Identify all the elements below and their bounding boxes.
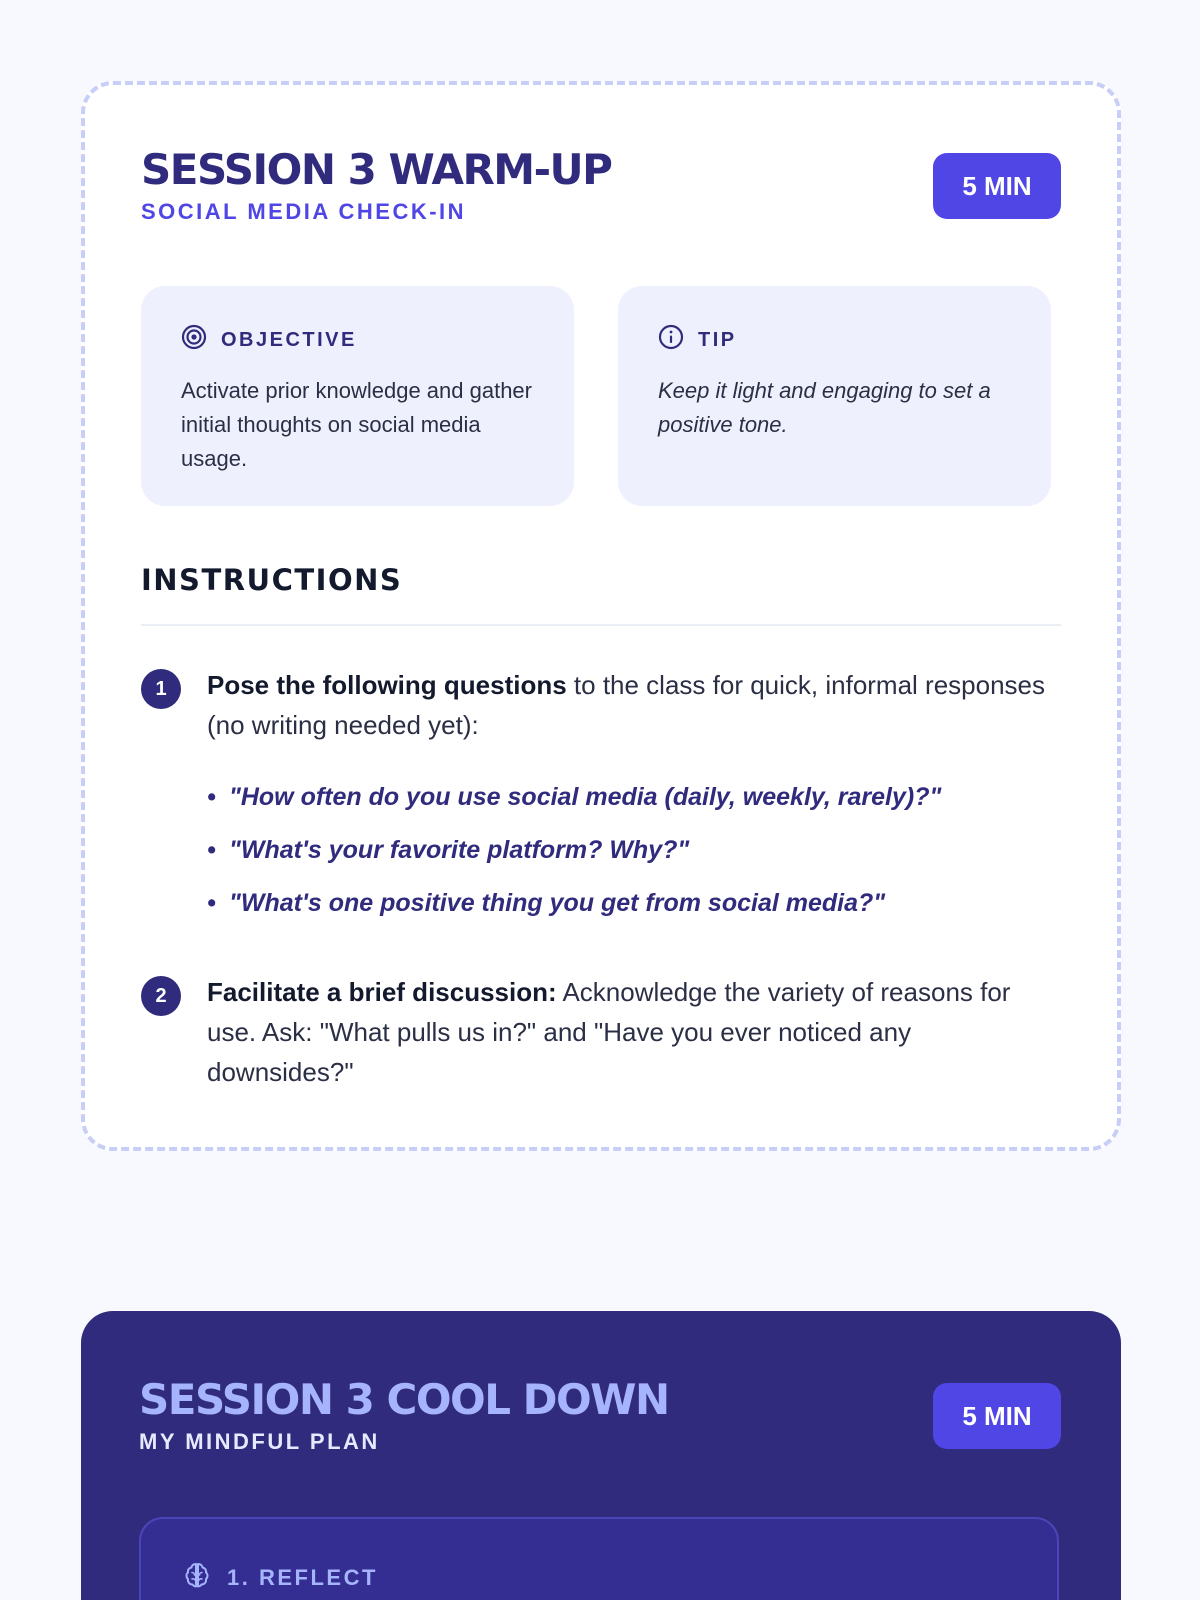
cooldown-duration-badge: 5 MIN (933, 1383, 1061, 1449)
reflect-label: 1. REFLECT (227, 1565, 378, 1590)
step-body-text: Acknowledge the variety of reasons for use. Ask: "What pulls us in?" and "Have you ever noticed any downsides?" (207, 977, 1011, 1087)
step-body-text: to the class for quick, informal responses (no writing needed yet): (207, 670, 1046, 740)
warmup-subtitle: SOCIAL MEDIA CHECK-IN (141, 199, 467, 224)
warmup-card (81, 81, 1121, 1151)
step-text (207, 665, 1061, 745)
brain-icon (181, 1559, 213, 1597)
bullet-icon: • (207, 783, 216, 811)
question-text: "What's your favorite platform? Why?" (229, 836, 690, 864)
question-text: "How often do you use social media (daily, weekly, rarely)?" (229, 783, 942, 811)
cooldown-subtitle: MY MINDFUL PLAN (139, 1429, 380, 1454)
question-text: "What's one positive thing you get from social media?" (229, 889, 886, 917)
objective-label: OBJECTIVE (221, 328, 357, 351)
objective-text: Activate prior knowledge and gather initial thoughts on social media usage. (181, 378, 532, 471)
step-bold-text: Facilitate a brief discussion: (207, 977, 557, 1007)
tip-header (658, 324, 1011, 356)
reflect-header (181, 1559, 1017, 1597)
cooldown-title-block (139, 1377, 669, 1455)
info-icon (658, 324, 684, 356)
instruction-step-1 (141, 665, 1061, 930)
warmup-duration-badge: 5 MIN (933, 153, 1061, 219)
tip-text: Keep it light and engaging to set a positive tone. (658, 378, 991, 437)
step-number-badge: 1 (141, 669, 181, 709)
bullet-icon: • (207, 836, 216, 864)
reflect-box (139, 1517, 1059, 1600)
objective-box (141, 286, 574, 506)
cooldown-title: SESSION 3 COOL DOWN (139, 1375, 669, 1424)
warmup-title: SESSION 3 WARM-UP (141, 145, 612, 194)
cooldown-card (81, 1311, 1121, 1600)
tip-box (618, 286, 1051, 506)
target-icon (181, 324, 207, 356)
question-item (207, 824, 1061, 877)
tip-label: TIP (698, 328, 737, 351)
instructions-divider (141, 624, 1061, 626)
question-list (207, 771, 1061, 930)
instruction-step-2 (141, 972, 1061, 1092)
step-text (207, 972, 1061, 1092)
question-item (207, 877, 1061, 930)
bullet-icon: • (207, 889, 216, 917)
objective-header (181, 324, 534, 356)
warmup-title-block (141, 147, 611, 225)
instructions-heading: INSTRUCTIONS (141, 563, 403, 597)
step-bold-text: Pose the following questions (207, 670, 567, 700)
step-number-badge: 2 (141, 976, 181, 1016)
question-item (207, 771, 1061, 824)
